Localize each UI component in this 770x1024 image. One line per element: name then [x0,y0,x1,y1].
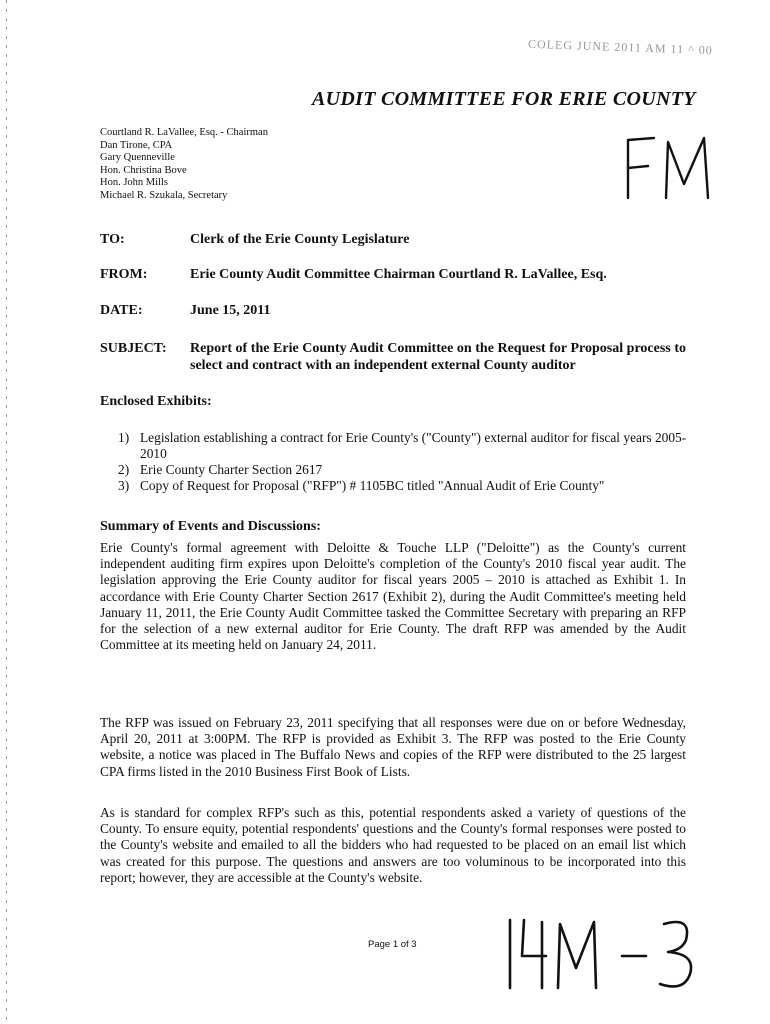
exhibit-number: 1) [118,430,130,445]
member-line: Gary Quenneville [100,152,175,164]
list-item [118,430,688,462]
enclosed-exhibits-heading: Enclosed Exhibits: [100,394,212,409]
exhibit-number: 3) [118,478,130,493]
exhibit-text: Copy of Request for Proposal ("RFP") # 1105BC titled "Annual Audit of Erie County" [140,478,605,493]
date-value: June 15, 2011 [190,303,271,318]
exhibit-text: Legislation establishing a contract for Erie County's ("County") external auditor for fiscal years 2005-2010 [140,430,687,461]
member-line: Hon. John Mills [100,177,168,189]
member-line: Courtland R. LaVallee, Esq. - Chairman [100,127,268,138]
list-item [118,478,688,494]
exhibit-number: 2) [118,462,130,477]
to-value: Clerk of the Erie County Legislature [190,232,410,247]
from-label: FROM: [100,267,148,282]
received-stamp: COLEG JUNE 2011 AM 11 ^ 00 [527,36,713,58]
scan-margin-artifact [6,0,7,1024]
exhibit-text: Erie County Charter Section 2617 [140,462,323,477]
summary-heading: Summary of Events and Discussions: [100,519,321,534]
body-paragraph: As is standard for complex RFP's such as this, potential respondents asked a variety of questions of the County. To ensure equity, potential respondents' questions and the County's formal responses were posted to the County's website and emailed to all the bidders who had requested to be placed on an email list which was created for this purpose. The questions and answers are too voluminous to be incorporated into this report; however, they are accessible at the County's website. [100,805,686,885]
subject-label: SUBJECT: [100,341,167,356]
member-line: Michael R. Szukala, Secretary [100,189,228,201]
body-paragraph: The RFP was issued on February 23, 2011 specifying that all responses were due on or before Wednesday, April 20, 2011 at 3:00PM. The RFP is provided as Exhibit 3. The RFP was posted to the Erie County website, a notice was placed in The Buffalo News and copies of the RFP were distributed to the 25 largest CPA firms listed in the 2010 Business First Book of Lists. [100,715,686,779]
document-title: AUDIT COMMITTEE FOR ERIE COUNTY [312,88,696,110]
from-value: Erie County Audit Committee Chairman Courtland R. LaVallee, Esq. [190,267,607,282]
page-number: Page 1 of 3 [368,939,417,950]
committee-members [100,127,268,203]
handwritten-file-code [500,912,700,992]
subject-value: Report of the Erie County Audit Committee on the Request for Proposal process to select and contract with an independent external County auditor [190,341,686,373]
member-line: Dan Tirone, CPA [100,139,173,151]
handwritten-initials-fm [620,132,730,202]
member-line: Hon. Christina Bove [100,164,187,176]
list-item [118,462,688,478]
body-paragraph: Erie County's formal agreement with Deloitte & Touche LLP ("Deloitte") as the County's current independent auditing firm expires upon Deloitte's completion of the County's 2010 fiscal year audit. The legislation approving the Erie County auditor for fiscal years 2005 – 2010 is attached as Exhibit 1. In accordance with Erie County Charter Section 2617 (Exhibit 2), during the Audit Committee's meeting held January 11, 2011, the Erie County Audit Committee tasked the Committee Secretary with preparing an RFP for the selection of a new external auditor for Erie County. The draft RFP was amended by the Audit Committee at its meeting held on January 24, 2011. [100,540,686,653]
date-label: DATE: [100,303,143,318]
exhibit-list [118,430,688,494]
to-label: TO: [100,232,125,247]
